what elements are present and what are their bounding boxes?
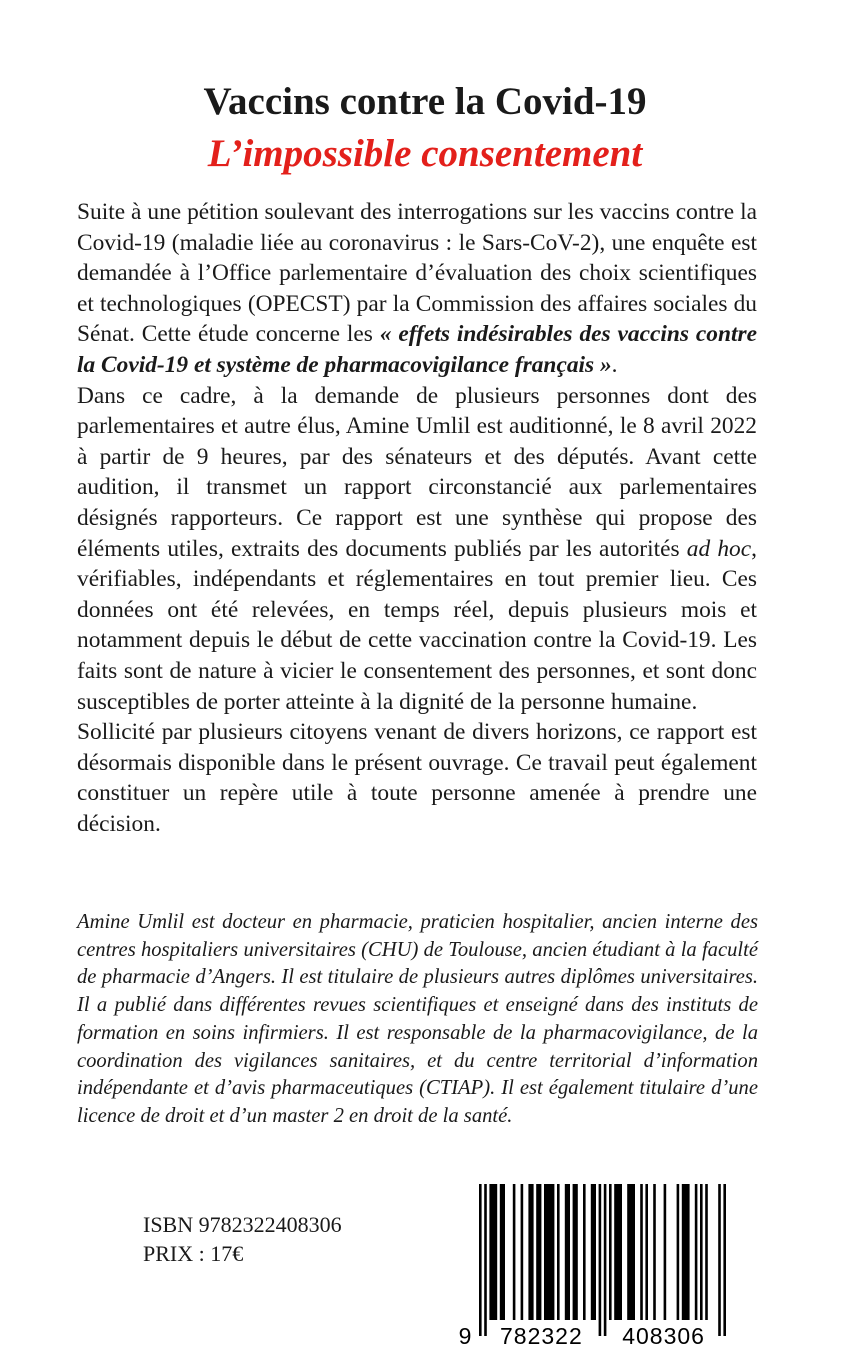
barcode-bar: [500, 1184, 505, 1320]
barcode-bar: [604, 1184, 607, 1336]
price: PRIX : 17€: [143, 1241, 244, 1266]
barcode-bar: [640, 1184, 643, 1320]
barcode-bar: [544, 1184, 554, 1320]
barcode-bar: [653, 1184, 656, 1320]
barcode-bar: [700, 1184, 703, 1320]
barcode-bar: [645, 1184, 648, 1320]
barcode-first-digit: 9: [458, 1323, 472, 1349]
barcode-bar: [521, 1184, 524, 1320]
barcode-bar: [627, 1184, 635, 1320]
isbn-number: ISBN 9782322408306: [143, 1212, 342, 1237]
summary-paragraph-3: Sollicité par plusieurs citoyens venant de divers horizons, ce rapport est désormais disponible dans le présent ouvrage. Ce travail peut également constituer un repère utile à toute personne amenée à prendre une décision.: [77, 719, 757, 837]
book-title: Vaccins contre la Covid-19: [203, 80, 647, 123]
isbn-price-block: [143, 1210, 342, 1268]
barcode-bar: [573, 1184, 578, 1320]
barcode-bar: [513, 1184, 516, 1320]
barcode-bar: [723, 1184, 726, 1336]
barcode-bar: [484, 1184, 487, 1336]
barcode-graphic: [455, 1178, 757, 1350]
barcode-bars: [479, 1184, 726, 1336]
barcode-right-digits: 408306: [622, 1323, 705, 1349]
barcode-bar: [664, 1184, 667, 1320]
summary-italic-term: ad hoc: [686, 535, 752, 562]
barcode-bar: [609, 1184, 612, 1320]
barcode-bar: [528, 1184, 533, 1320]
barcode-bar: [557, 1184, 560, 1320]
barcode-bar: [682, 1184, 690, 1320]
barcode-bar: [677, 1184, 680, 1320]
barcode-bar: [614, 1184, 622, 1320]
barcode-bar: [718, 1184, 721, 1336]
barcode-bar: [536, 1184, 541, 1320]
barcode-bar: [705, 1184, 708, 1320]
summary-paragraph-1: Suite à une pétition soulevant des interrogations sur les vaccins contre la Covid-19 (maladie liée au coronavirus : le Sars-CoV-2), une enquête est demandée à l’Office parlementaire d’évaluation des choix scientifiques et technologiques (OPECST) par la Commission des affaires sociales du Sénat. Cette étude concerne les « effets indésirables des vaccins contre la Covid-19 et système de pharmacovigilance français ».: [77, 199, 757, 378]
barcode-bar: [489, 1184, 497, 1320]
barcode: [455, 1178, 757, 1350]
summary-emphasis: « effets indésirables des vaccins contre la Covid-19 et système de pharmacovigilance français »: [77, 321, 757, 378]
barcode-bar: [599, 1184, 602, 1336]
barcode-bar: [591, 1184, 596, 1320]
barcode-bar: [695, 1184, 698, 1320]
author-bio: Amine Umlil est docteur en pharmacie, praticien hospitalier, ancien interne des centres hospitaliers universitaires (CHU) de Toulouse, ancien étudiant à la faculté de pharmacie d’Angers. Il est titulaire de plusieurs autres diplômes universitaires. Il a publié dans différentes revues scientifiques et enseigné dans des instituts de formation en soins infirmiers. Il est responsable de la pharmacovigilance, de la coordination des vigilances sanitaires, et du centre territorial d’information indépendante et d’avis pharmaceutiques (CTIAP). Il est également titulaire d’une licence de droit et d’un master 2 en droit de la santé.: [77, 911, 758, 1127]
summary-paragraph-2: Dans ce cadre, à la demande de plusieurs personnes dont des parlementaires et autre élus, Amine Umlil est auditionné, le 8 avril 2022 à partir de 9 heures, par des sénateurs et des députés. Avant cette audition, il transmet un rapport circonstancié aux parlementaires désignés rapporteurs. Ce rapport est une synthèse qui propose des éléments utiles, extraits des documents publiés par les autorités ad hoc, vérifiables, indépendants et réglementaires en tout premier lieu. Ces données ont été relevées, en temps réel, depuis plusieurs mois et notamment depuis le début de cette vaccination contre la Covid-19. Les faits sont de nature à vicier le consentement des personnes, et sont donc susceptibles de porter atteinte à la dignité de la personne humaine.: [77, 382, 757, 715]
book-subtitle: L’impossible consentement: [207, 132, 643, 175]
back-cover-summary: [77, 197, 757, 839]
barcode-bar: [479, 1184, 482, 1336]
barcode-bar: [583, 1184, 586, 1320]
barcode-left-digits: 782322: [500, 1323, 583, 1349]
barcode-bar: [565, 1184, 570, 1320]
